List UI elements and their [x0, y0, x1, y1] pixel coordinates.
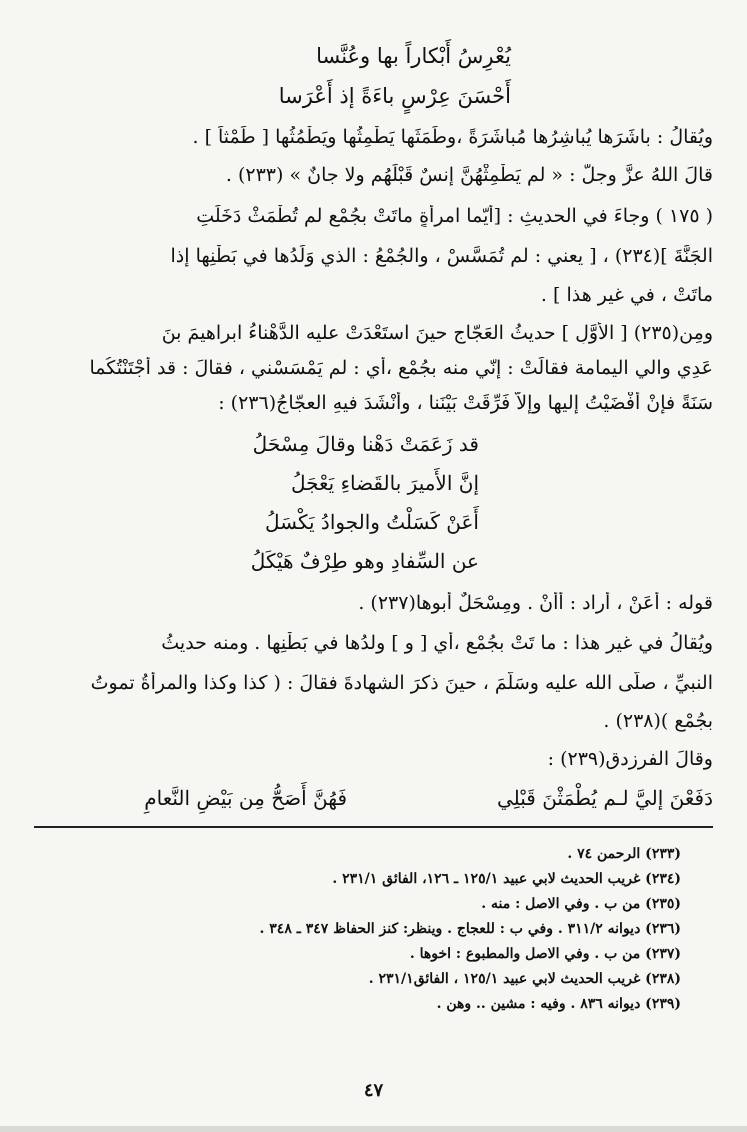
page-number: ٤٧	[363, 1080, 384, 1101]
footnote-238: (٢٣٨) غريب الحديث لابي عبيد ١٢٥/١ ، الفائق٢٣١/١ .	[368, 971, 681, 987]
body-line-1: ويُقالُ : باشَرَها يُباشِرُها مُباشَرَةً ،وطَمَثَها يَطْمِثُها ويَطْمُثُها [ طَمْثاً ] .	[192, 126, 713, 148]
footnote-233: (٢٣٣) الرحمن ٧٤ .	[567, 846, 681, 862]
verse-line-1: يُعْرِسُ أَبْكاراً بها وعُنَّسا	[316, 44, 511, 68]
footnote-236: (٢٣٦) ديوانه ٣١١/٢ . وفي ب : للعجاج . وينظر: كنز الحفاظ ٣٤٧ ـ ٣٤٨ .	[259, 921, 681, 937]
footnote-235: (٢٣٥) من ب . وفي الاصل : منه .	[481, 896, 681, 912]
body-line-12: بجُمْعٍ )(٢٣٨) .	[603, 710, 713, 732]
body-line-11: النبيِّ ، صلّى الله عليه وسَلَّمَ ، حينَ ذكرَ الشهادةَ فقالَ : ( كذا وكذا والمرأةُ تموتُ	[90, 672, 713, 694]
poem-line-1: قد زَعَمَتْ دَهْنا وقالَ مِسْحَلُ	[252, 432, 479, 456]
footnote-234: (٢٣٤) غريب الحديث لابي عبيد ١٢٥/١ ـ ١٢٦، الفائق ٢٣١/١ .	[332, 871, 681, 887]
final-verse-first-hemistich: دَفَعْنَ إليَّ لـم يُطْمَثْنَ قَبْلِي	[496, 786, 713, 810]
body-line-5: ماتَتْ ، في غير هذا ] .	[540, 284, 713, 306]
footnote-divider	[34, 826, 713, 828]
body-line-10: ويُقالُ في غير هذا : ما تَتْ بجُمْعٍ ،أي [ و ] ولدُها في بَطْنِها . ومنه حديثُ	[161, 632, 713, 654]
body-line-2: قالَ اللهُ عزَّ وجلَّ : « لم يَطْمِثْهُنَّ إِنسٌ قَبْلَهُم ولا جانٌ » (٢٣٣) .	[225, 164, 713, 186]
scan-edge	[0, 1126, 747, 1132]
body-line-7: عَدِي والي اليمامة فقالَتْ : إنّي منه بجُمْعٍ ،أي : لم يَمْسَسْني ، فقالَ : قد أَجْتَنْتُكُما	[89, 357, 713, 379]
body-line-6: ومِن(٢٣٥) [ الأَوَّلِ ] حديثُ العَجّاجِ حينَ استَعْدَتْ عليه الدَّهْناءُ ابراهيمَ بنَ	[161, 322, 713, 344]
body-line-9: قوله : أَعَنْ ، أراد : أَأَنْ . ومِسْحَلٌ أبوها(٢٣٧) .	[358, 592, 713, 614]
poem-line-3: أَعَنْ كَسَلْتُ والجوادُ يَكْسَلُ	[264, 510, 479, 534]
footnote-237: (٢٣٧) من ب . وفي الاصل والمطبوع : اخوها .	[409, 946, 681, 962]
footnote-239: (٢٣٩) ديوانه ٨٣٦ . وفيه : مشين .. وهن .	[436, 996, 681, 1012]
body-line-13: وقالَ الفرزدق(٢٣٩) :	[547, 748, 713, 770]
body-line-4: الجَنَّةَ ](٢٣٤) ، [ يعني : لم تُمَسَّسْ ، والجُمْعُ : الذي وَلَدُها في بَطْنِها إذا	[170, 245, 713, 267]
poem-line-4: عن السِّفادِ وهو طِرْفٌ هَيْكَلُ	[250, 549, 479, 573]
verse-line-2: أَحْسَنَ عِرْسٍ باءَةً إذ أَعْرَسا	[278, 84, 511, 108]
poem-line-2: إنَّ الأَميرَ بالقَضاءِ يَعْجَلُ	[290, 471, 479, 495]
final-verse-second-hemistich: فَهُنَّ أَصَحُّ مِن بَيْضِ النَّعامِ	[144, 786, 347, 810]
body-line-8: سَنَةً فإنْ أَفْضَيْتُ إليها وإلاّ فَرِّقَتْ بَيْنَنا ، وأَنْشَدَ فيهِ العجّاجُ(٢٣٦) :	[218, 392, 713, 414]
body-line-3: ( ١٧٥ ) وجاءَ في الحديثِ : [أيّما امرأةٍ ماتَتْ بجُمْعٍ لم تُطْمَثْ دَخَلَتِ	[196, 205, 713, 227]
